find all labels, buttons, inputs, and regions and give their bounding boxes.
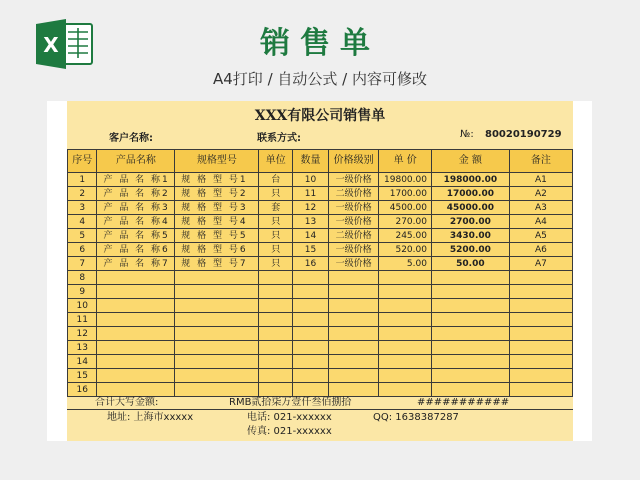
cell-unit-price[interactable]: 5.00 [379,257,432,271]
sales-form [67,101,573,441]
table-row [68,187,573,201]
cell-index[interactable]: 2 [68,187,97,201]
customer-label: 客户名称: [109,133,153,144]
cell-unit[interactable]: 只 [259,243,293,257]
cell-remark[interactable] [509,341,572,355]
contact-label: 联系方式: [257,133,301,144]
cell-amount[interactable] [431,285,509,299]
cell-price-level[interactable] [328,369,379,383]
cell-remark[interactable] [509,285,572,299]
cell-product[interactable]: 产 品 名 称1 [97,173,175,187]
cell-product[interactable]: 产 品 名 称2 [97,187,175,201]
table-header-row [68,150,573,173]
cell-remark[interactable]: A2 [509,187,572,201]
footer-phone: 电话: 021-xxxxxx [247,412,332,423]
cell-index[interactable]: 14 [68,355,97,369]
cell-price-level[interactable] [328,327,379,341]
table-row [68,257,573,271]
cell-unit[interactable] [259,271,293,285]
table-row [68,355,573,369]
cell-product[interactable] [97,327,175,341]
table-row [68,229,573,243]
cell-unit-price[interactable]: 520.00 [379,243,432,257]
number-value: 80020190729 [485,129,562,140]
footer-qq: QQ: 1638387287 [373,412,459,423]
cell-qty[interactable] [293,271,329,285]
cell-price-level[interactable]: 二级价格 [328,187,379,201]
document-title: XXX有限公司销售单 [254,108,386,124]
table-row [68,201,573,215]
cell-unit-price[interactable] [379,369,432,383]
cell-price-level[interactable]: 一级价格 [328,243,379,257]
cell-amount[interactable]: 17000.00 [431,187,509,201]
cell-qty[interactable]: 16 [293,257,329,271]
total-amount-words: RMB贰拾柒万壹仟叁佰捌拾 [229,397,352,408]
cell-product[interactable] [97,341,175,355]
cell-index[interactable]: 10 [68,299,97,313]
cell-index[interactable]: 3 [68,201,97,215]
cell-price-level[interactable] [328,271,379,285]
cell-spec[interactable] [175,285,259,299]
cell-qty[interactable] [293,285,329,299]
cell-index[interactable]: 1 [68,173,97,187]
cell-amount[interactable]: 50.00 [431,257,509,271]
cell-spec[interactable]: 规 格 型 号4 [175,215,259,229]
cell-unit[interactable]: 只 [259,215,293,229]
cell-unit-price[interactable] [379,285,432,299]
table-row [68,243,573,257]
cell-amount[interactable]: 2700.00 [431,215,509,229]
cell-remark[interactable]: A5 [509,229,572,243]
cell-spec[interactable]: 规 格 型 号7 [175,257,259,271]
number-label: №: [460,129,474,140]
cell-remark[interactable]: A6 [509,243,572,257]
cell-unit-price[interactable]: 270.00 [379,215,432,229]
cell-qty[interactable]: 15 [293,243,329,257]
col-header-product: 产品名称 [97,150,175,173]
col-header-index: 序号 [68,150,97,173]
cell-unit[interactable] [259,299,293,313]
cell-spec[interactable] [175,355,259,369]
cell-remark[interactable] [509,327,572,341]
cell-product[interactable] [97,355,175,369]
cell-index[interactable]: 7 [68,257,97,271]
table-row [68,341,573,355]
total-amount-value: ########### [417,397,510,408]
cell-price-level[interactable]: 一级价格 [328,201,379,215]
cell-remark[interactable] [509,299,572,313]
total-label: 合计大写金额: [95,397,159,408]
cell-remark[interactable]: A3 [509,201,572,215]
col-header-qty: 数量 [293,150,329,173]
cell-qty[interactable] [293,355,329,369]
cell-remark[interactable] [509,313,572,327]
page-title: 销售单 [260,26,380,61]
table-row [68,173,573,187]
cell-unit[interactable]: 套 [259,201,293,215]
cell-spec[interactable]: 规 格 型 号3 [175,201,259,215]
cell-remark[interactable] [509,355,572,369]
col-header-unit-price: 单 价 [379,150,432,173]
cell-remark[interactable]: A1 [509,173,572,187]
cell-spec[interactable]: 规 格 型 号5 [175,229,259,243]
cell-qty[interactable] [293,299,329,313]
cell-unit-price[interactable] [379,313,432,327]
cell-product[interactable]: 产 品 名 称3 [97,201,175,215]
col-header-spec: 规格型号 [175,150,259,173]
cell-product[interactable] [97,271,175,285]
cell-spec[interactable] [175,271,259,285]
cell-amount[interactable] [431,313,509,327]
cell-unit[interactable]: 只 [259,229,293,243]
cell-qty[interactable]: 14 [293,229,329,243]
cell-amount[interactable]: 198000.00 [431,173,509,187]
cell-qty[interactable]: 13 [293,215,329,229]
cell-unit-price[interactable]: 1700.00 [379,187,432,201]
cell-spec[interactable]: 规 格 型 号2 [175,187,259,201]
cell-remark[interactable] [509,369,572,383]
cell-index[interactable]: 13 [68,341,97,355]
cell-amount[interactable] [431,341,509,355]
table-row [68,313,573,327]
cell-unit[interactable] [259,313,293,327]
cell-spec[interactable]: 规 格 型 号1 [175,173,259,187]
cell-amount[interactable] [431,355,509,369]
cell-index[interactable]: 6 [68,243,97,257]
cell-amount[interactable] [431,271,509,285]
cell-unit[interactable] [259,341,293,355]
cell-product[interactable] [97,299,175,313]
cell-qty[interactable]: 10 [293,173,329,187]
cell-product[interactable] [97,369,175,383]
cell-product[interactable]: 产 品 名 称4 [97,215,175,229]
table-row [68,299,573,313]
table-row [68,369,573,383]
cell-index[interactable]: 9 [68,285,97,299]
cell-unit-price[interactable] [379,341,432,355]
cell-spec[interactable]: 规 格 型 号6 [175,243,259,257]
cell-price-level[interactable]: 一级价格 [328,215,379,229]
cell-price-level[interactable]: 一级价格 [328,257,379,271]
cell-unit-price[interactable]: 19800.00 [379,173,432,187]
cell-remark[interactable]: A4 [509,215,572,229]
cell-qty[interactable]: 12 [293,201,329,215]
cell-unit-price[interactable] [379,327,432,341]
cell-price-level[interactable] [328,355,379,369]
excel-logo-letter: X [43,33,59,57]
cell-price-level[interactable]: 一级价格 [328,173,379,187]
cell-index[interactable]: 5 [68,229,97,243]
cell-unit-price[interactable]: 245.00 [379,229,432,243]
cell-spec[interactable] [175,327,259,341]
cell-index[interactable]: 15 [68,369,97,383]
cell-unit[interactable]: 台 [259,173,293,187]
cell-spec[interactable] [175,341,259,355]
cell-product[interactable] [97,285,175,299]
total-row [67,395,573,410]
cell-remark[interactable]: A7 [509,257,572,271]
cell-unit[interactable] [259,285,293,299]
cell-qty[interactable] [293,341,329,355]
cell-index[interactable]: 4 [68,215,97,229]
footer-fax: 传真: 021-xxxxxx [247,426,332,437]
cell-unit-price[interactable] [379,299,432,313]
cell-qty[interactable] [293,313,329,327]
cell-product[interactable]: 产 品 名 称5 [97,229,175,243]
cell-unit-price[interactable] [379,271,432,285]
col-header-unit: 单位 [259,150,293,173]
cell-price-level[interactable] [328,299,379,313]
cell-price-level[interactable] [328,285,379,299]
col-header-price-level: 价格级别 [328,150,379,173]
cell-product[interactable]: 产 品 名 称7 [97,257,175,271]
cell-amount[interactable] [431,299,509,313]
cell-qty[interactable] [293,327,329,341]
cell-unit[interactable]: 只 [259,187,293,201]
cell-amount[interactable] [431,327,509,341]
cell-unit[interactable]: 只 [259,257,293,271]
cell-qty[interactable]: 11 [293,187,329,201]
table-row [68,271,573,285]
cell-product[interactable]: 产 品 名 称6 [97,243,175,257]
cell-spec[interactable] [175,369,259,383]
cell-remark[interactable] [509,271,572,285]
col-header-remark: 备注 [509,150,572,173]
cell-unit-price[interactable] [379,355,432,369]
cell-spec[interactable] [175,313,259,327]
col-header-amount: 金 额 [431,150,509,173]
cell-price-level[interactable] [328,313,379,327]
table-row [68,327,573,341]
cell-index[interactable]: 8 [68,271,97,285]
cell-amount[interactable]: 5200.00 [431,243,509,257]
cell-amount[interactable] [431,369,509,383]
table-row [68,285,573,299]
page-subtitle: A4打印 / 自动公式 / 内容可修改 [213,70,427,88]
cell-unit[interactable] [259,369,293,383]
cell-amount[interactable]: 3430.00 [431,229,509,243]
cell-spec[interactable] [175,299,259,313]
sales-table [67,149,573,397]
cell-price-level[interactable] [328,341,379,355]
footer-address: 地址: 上海市xxxxx [107,412,194,423]
cell-qty[interactable] [293,369,329,383]
table-row [68,215,573,229]
cell-index[interactable]: 12 [68,327,97,341]
cell-unit[interactable] [259,327,293,341]
cell-price-level[interactable]: 二级价格 [328,229,379,243]
cell-unit-price[interactable]: 4500.00 [379,201,432,215]
cell-index[interactable]: 11 [68,313,97,327]
cell-index[interactable]: 16 [68,383,97,397]
cell-unit[interactable] [259,355,293,369]
sales-sheet-preview [47,101,592,441]
cell-amount[interactable]: 45000.00 [431,201,509,215]
cell-product[interactable] [97,313,175,327]
